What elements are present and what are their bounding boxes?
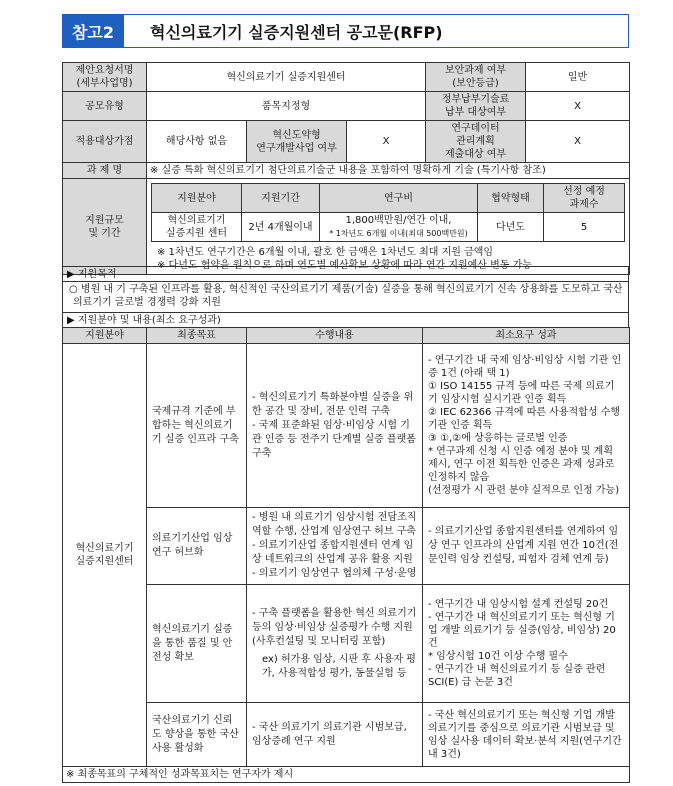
- result-3-item: - 연구기간 내 혁신의료기기 또는 혁신형 기업 개발 의료기기 등 실증(임상, 비임상) 20건: [428, 612, 616, 649]
- value-project-name: ※ 실증 특화 혁신의료기기 첨단의료기술군 내용을 포함하여 명확하게 기술 (특기사항 참조): [147, 163, 630, 179]
- result-1-item: ③ ①,②에 상응하는 글로벌 인증: [428, 433, 568, 444]
- content-2-item: - 의료기기 임상연구 협의체 구성·운영: [252, 568, 417, 579]
- result-1-item: (선정평가 시 관련 분야 실적으로 인정 가능): [428, 485, 620, 496]
- content-3-item: ex) 허가용 임상, 시판 후 사용자 평가, 사용적합성 평가, 동물실험 등: [262, 653, 416, 679]
- goal-1: 국제규격 기준에 부합하는 혁신의료기기 실증 인프라 구축: [147, 344, 247, 508]
- scale-budget-sub: * 1차년도 6개월 이내(최대 500백만원): [329, 229, 468, 238]
- content-4-item: - 국산 의료기기 의료기관 시범보급, 임상증례 연구 지원: [252, 721, 407, 747]
- result-1-item: ① ISO 14155 규격 등에 따른 국제 의료기기 임상시험 실시기관 인증 획득: [428, 381, 615, 405]
- scale-header-agreement: 협약형태: [478, 184, 544, 213]
- scope-header-field: 지원분야: [63, 328, 147, 344]
- content-2-item: - 병원 내 의료기기 임상시험 전담조직 역할 수행, 산업계 임상연구 허브 구축: [252, 512, 417, 537]
- label-scale: 지원규모 및 기간: [63, 179, 147, 275]
- purpose-text: ○ 병원 내 기 구축된 인프라를 활용, 혁신적인 국산의료기기 제품(기술) 실증을 통해 혁신의료기기 신속 상용화를 도모하고 국산의료기기 글로벌 경쟁력 강화 지원: [62, 281, 629, 313]
- label-project-name: 과 제 명: [63, 163, 147, 179]
- scale-header-period: 지원기간: [242, 184, 320, 213]
- label-security: 보안과제 여부 (보안등급): [426, 63, 526, 92]
- document-title: 혁신의료기기 실증지원센터 공고문(RFP): [124, 14, 629, 48]
- label-bonus: 적용대상가점: [63, 121, 147, 163]
- overview-table: [62, 62, 630, 275]
- content-3-item: - 구축 플랫폼을 활용한 혁신 의료기기 등의 임상·비임상 실증평가 수행 지원(사후컨설팅 및 모니터링 포함): [252, 607, 417, 647]
- scale-cell: [147, 179, 630, 275]
- value-security: 일반: [526, 63, 630, 92]
- content-1-item: - 국제 표준화된 임상·비임상 시험 기관 인증 등 전주기 단계별 실증 플랫폼 구축: [252, 419, 416, 459]
- result-3-item: - 연구기간 내 혁신의료기기 등 실증 관련 SCI(E) 급 논문 3건: [428, 664, 606, 688]
- value-bonus: 해당사항 없음: [147, 121, 247, 163]
- goal-4: 국산의료기기 신뢰도 향상을 통한 국산 사용 활성화: [147, 703, 247, 767]
- label-innovation: 혁신도약형 연구개발사업 여부: [247, 121, 347, 163]
- purpose-title: ▶ 지원목적: [62, 266, 629, 282]
- result-1-item: * 연구과제 신청 시 인증 예정 분야 및 계획 제시, 연구 이전 획득한 인증은 과제 성과로 인정하지 않음: [428, 446, 615, 483]
- scale-header-budget: 연구비: [320, 184, 478, 213]
- result-1: [423, 344, 630, 508]
- value-data-plan: X: [526, 121, 630, 163]
- scope-footnote: ※ 최종목표의 구체적인 성과목표치는 연구자가 제시: [63, 767, 630, 783]
- scope-title: ▶ 지원분야 및 내용(최소 요구성과): [62, 312, 629, 328]
- label-data-plan: 연구데이터 관리계획 제출대상 여부: [426, 121, 526, 163]
- scale-budget: [320, 213, 478, 242]
- result-1-item: ② IEC 62366 규격에 따른 사용적합성 수행기관 인증 획득: [428, 407, 621, 431]
- result-4: [423, 703, 630, 767]
- scale-count: 5: [544, 213, 625, 242]
- scope-table: [62, 327, 630, 783]
- label-type: 공모유형: [63, 92, 147, 121]
- content-3: [247, 585, 423, 703]
- result-3: [423, 585, 630, 703]
- document-header: [62, 14, 629, 48]
- scope-field: 혁신의료기기 실증지원센터: [63, 344, 147, 767]
- scale-period: 2년 4개월이내: [242, 213, 320, 242]
- scale-note-1: ※ 1차년도 연구기간은 6개월 이내, 괄호 한 금액은 1차년도 최대 지원 금액임: [157, 247, 494, 258]
- content-1: [247, 344, 423, 508]
- scale-table: [151, 183, 625, 242]
- result-3-item: - 연구기간 내 임상시험 설계 컨설팅 20건: [428, 599, 609, 610]
- content-2-item: - 의료기기산업 종합지원센터 연계 임상 네트워크의 산업계 공유 활용 지원: [252, 540, 414, 565]
- result-3-item: * 임상시험 10건 이상 수행 필수: [428, 651, 568, 662]
- scale-note-2: ※ 다년도 협약을 원칙으로 하며 연도별 예산확보 상황에 따라 연간 지원예산 변동 가능: [157, 260, 532, 271]
- goal-3: 혁신의료기기 실증을 통한 품질 및 안전성 확보: [147, 585, 247, 703]
- content-1-item: - 혁신의료기기 특화분야별 실증을 위한 공간 및 장비, 전문 인력 구축: [252, 391, 414, 417]
- value-rfp-name: 혁신의료기기 실증지원센터: [147, 63, 426, 92]
- scope-header-goal: 최종목표: [147, 328, 247, 344]
- content-4: [247, 703, 423, 767]
- result-4-item: - 국산 혁신의료기기 또는 혁신형 기업 개발 의료기기를 중심으로 의료기관 시범보급 및 임상 실사용 데이터 확보·분석 지원(연구기간 내 3건): [428, 709, 622, 760]
- scale-budget-main: 1,800백만원/연간 이내,: [345, 215, 452, 226]
- label-rfp-name: 제안요청서명 (세부사업명): [63, 63, 147, 92]
- result-2: [423, 508, 630, 585]
- scale-agreement: 다년도: [478, 213, 544, 242]
- value-royalty: X: [526, 92, 630, 121]
- scope-header-result: 최소요구 성과: [423, 328, 630, 344]
- label-royalty: 정부납부기술료 납부 대상여부: [426, 92, 526, 121]
- result-2-item: - 의료기기산업 종합지원센터를 연계하여 임상 연구 인프라의 산업계 지원 연간 10건(전문인력 임상 컨설팅, 피험자 검체 연계 등): [428, 526, 619, 565]
- scale-field: 혁신의료기기 실증지원 센터: [152, 213, 242, 242]
- value-innovation: X: [347, 121, 426, 163]
- content-2: [247, 508, 423, 585]
- scale-header-count: 선정 예정 과제수: [544, 184, 625, 213]
- reference-badge: 참고2: [62, 14, 124, 48]
- scope-header-content: 수행내용: [247, 328, 423, 344]
- value-type: 품목지정형: [147, 92, 426, 121]
- scale-header-field: 지원분야: [152, 184, 242, 213]
- result-1-item: - 연구기간 내 국제 임상·비임상 시험 기관 인증 1건 (아래 택 1): [428, 355, 622, 379]
- goal-2: 의료기기산업 임상연구 허브화: [147, 508, 247, 585]
